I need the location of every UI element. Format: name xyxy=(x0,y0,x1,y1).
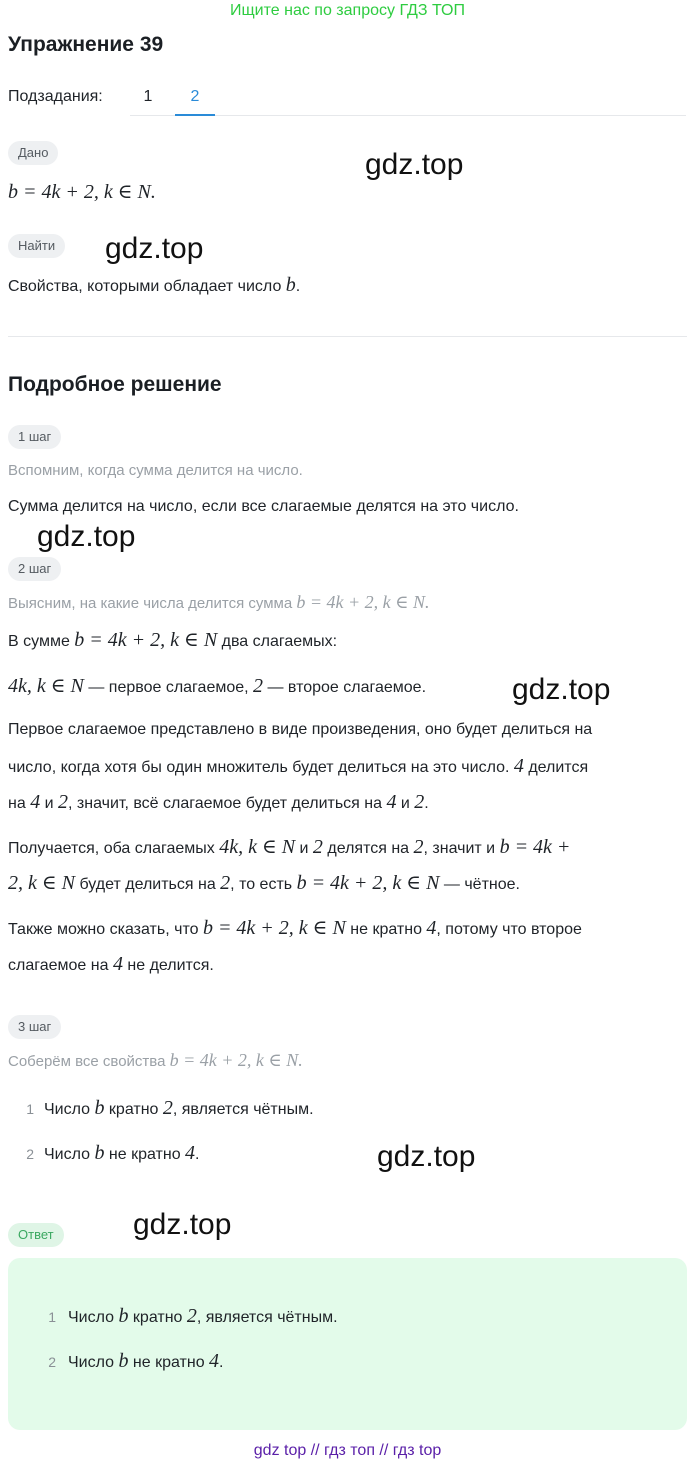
step-2-para-3-line-2: слагаемое на 4 не делится. xyxy=(8,953,214,975)
step-3-badge: 3 шаг xyxy=(8,1015,61,1039)
step-2-line-1: В сумме b = 4k + 2, k ∈ N два слагаемых: xyxy=(8,629,338,651)
search-banner[interactable]: Ищите нас по запросу ГДЗ ТОП xyxy=(230,2,465,19)
step-2-hint: Выясним, на какие числа делится сумма b = 4k + 2, k ∈ N. xyxy=(8,592,430,612)
step-2-badge: 2 шаг xyxy=(8,557,61,581)
step-2-para-1-line-3: на 4 и 2, значит, всё слагаемое будет делиться на 4 и 2. xyxy=(8,791,429,813)
list-item: Число b не кратно 4. xyxy=(68,1350,224,1372)
step-2-para-2-line-2: 2, k ∈ N будет делиться на 2, то есть b = 4k + 2, k ∈ N — чётное. xyxy=(8,872,520,894)
step-3-hint: Соберём все свойства b = 4k + 2, k ∈ N. xyxy=(8,1050,303,1070)
find-badge: Найти xyxy=(8,234,65,258)
watermark: gdz.top xyxy=(512,673,611,706)
list-number: 1 xyxy=(48,1309,56,1325)
tab-subtask-2[interactable]: 2 xyxy=(190,88,200,105)
step-2-para-1-line-1: Первое слагаемое представлено в виде произведения, оно будет делиться на xyxy=(8,721,593,738)
solution-title: Подробное решение xyxy=(8,373,222,396)
active-tab-indicator xyxy=(175,114,215,116)
step-2-para-1-line-2: число, когда хотя бы один множитель будет делиться на это число. 4 делится xyxy=(8,755,589,777)
tab-subtask-1[interactable]: 1 xyxy=(143,88,153,105)
watermark: gdz.top xyxy=(377,1140,476,1173)
step-2-line-2: 4k, k ∈ N — первое слагаемое, 2 — второе слагаемое. xyxy=(8,675,427,697)
list-number: 2 xyxy=(26,1146,34,1162)
list-number: 1 xyxy=(26,1101,34,1117)
page-title: Упражнение 39 xyxy=(8,33,164,56)
answer-badge: Ответ xyxy=(8,1223,64,1247)
footer-links[interactable]: gdz top // гдз топ // гдз top xyxy=(253,1442,442,1459)
find-text: Свойства, которыми обладает число b. xyxy=(8,274,301,296)
given-expression: b = 4k + 2, k ∈ N. xyxy=(8,181,156,203)
subtasks-label: Подзадания: xyxy=(8,88,103,105)
step-2-para-3-line-1: Также можно сказать, что b = 4k + 2, k ∈ N не кратно 4, потому что второе xyxy=(8,917,582,939)
watermark: gdz.top xyxy=(133,1208,232,1241)
list-number: 2 xyxy=(48,1354,56,1370)
step-2-para-2-line-1: Получается, оба слагаемых 4k, k ∈ N и 2 делятся на 2, значит и b = 4k + xyxy=(8,836,571,858)
section-divider xyxy=(8,336,687,337)
watermark: gdz.top xyxy=(105,232,204,265)
step-1-text: Сумма делится на число, если все слагаемые делятся на это число. xyxy=(8,498,519,515)
step-1-badge: 1 шаг xyxy=(8,425,61,449)
list-item: Число b кратно 2, является чётным. xyxy=(68,1305,338,1327)
watermark: gdz.top xyxy=(37,520,136,553)
step-1-hint: Вспомним, когда сумма делится на число. xyxy=(8,462,303,479)
given-badge: Дано xyxy=(8,141,58,165)
watermark: gdz.top xyxy=(365,148,464,181)
list-item: Число b не кратно 4. xyxy=(44,1142,200,1164)
list-item: Число b кратно 2, является чётным. xyxy=(44,1097,314,1119)
